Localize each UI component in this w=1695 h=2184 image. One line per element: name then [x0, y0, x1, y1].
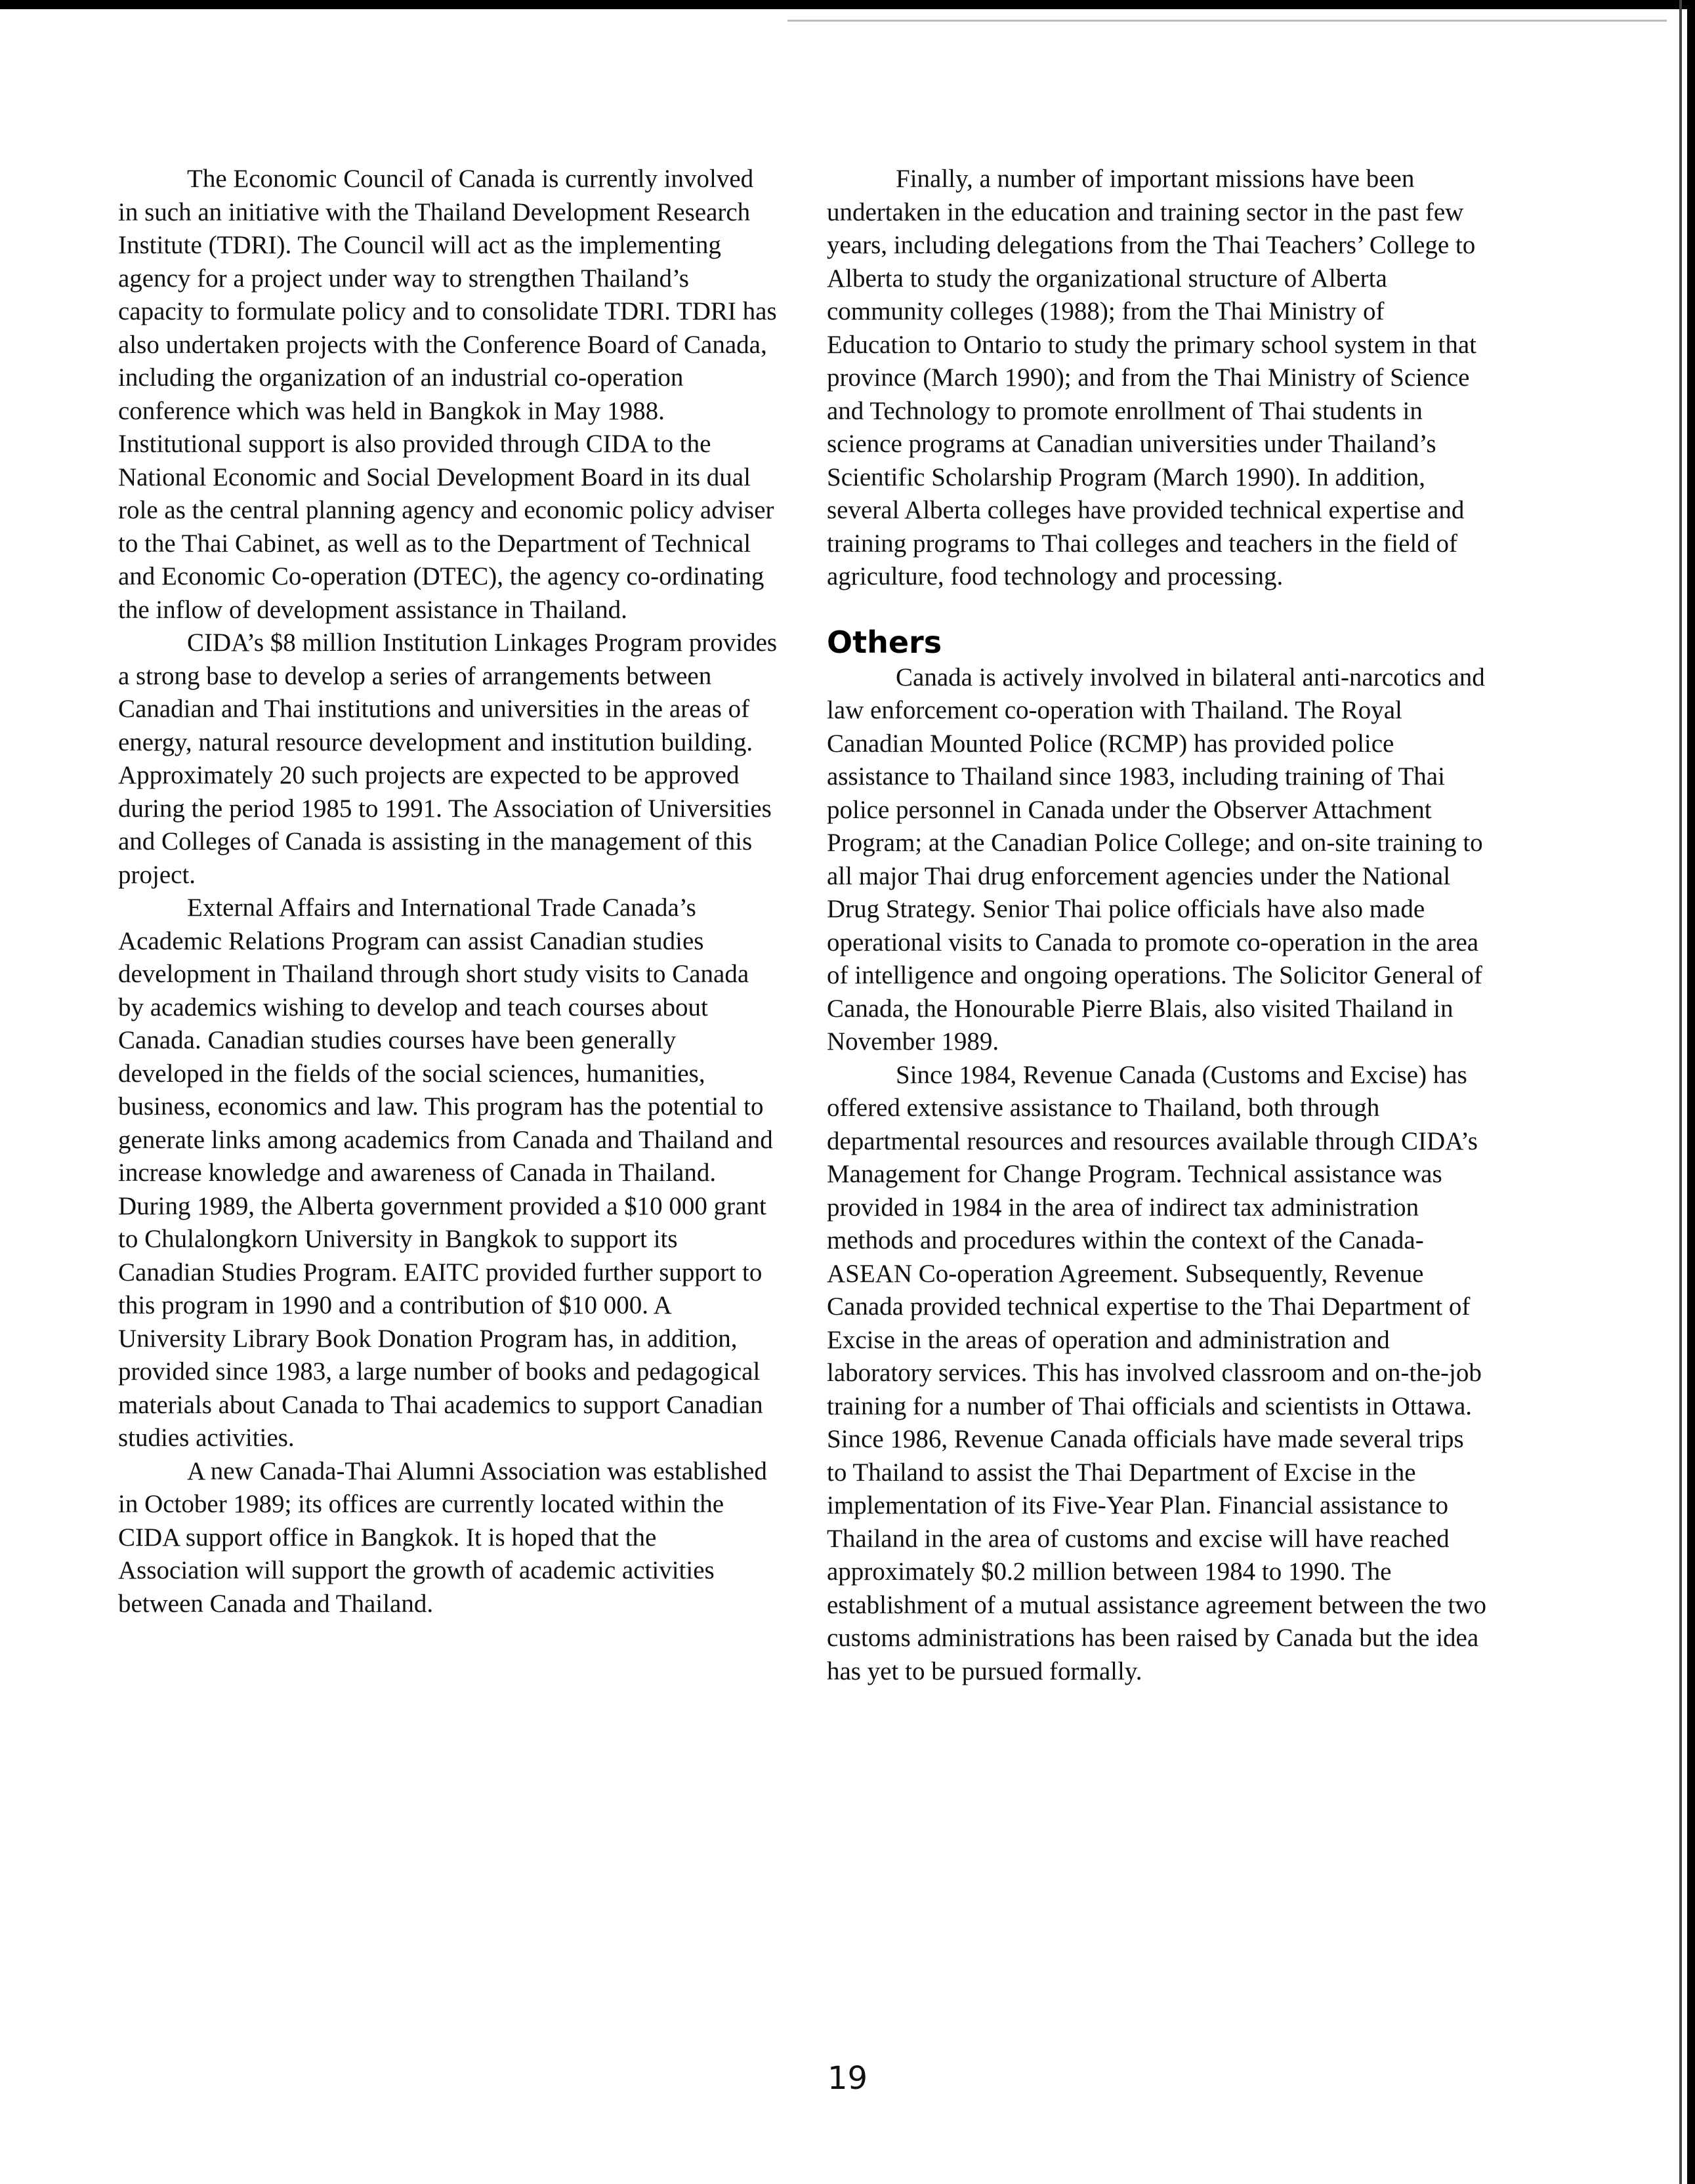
section-heading-others: Others — [827, 624, 942, 660]
paragraph-revenue-canada: Since 1984, Revenue Canada (Customs and Excise) has offered extensive assistance to Thailand, both through departmental resources and resources available through CIDA’s Management for Change Program. Technical assistance was provided in 1984 in the area of indirect tax administration methods and procedures within the context of the Canada-ASEAN Co-operation Agreement. Subsequently, Revenue Canada provided technical expertise to the Thai Department of Excise in the areas of operation and administration and laboratory services. This has involved classroom and on-the-job training for a number of Thai officials and scientists in Ottawa. Since 1986, Revenue Canada officials have made several trips to Thailand to assist the Thai Department of Excise in the implementation of its Five-Year Plan. Financial assistance to Thailand in the area of customs and excise will have reached approximately $0.2 million between 1984 to 1990. The establishment of a mutual assistance agreement between the two customs administrations has been raised by Canada but the idea has yet to be pursued formally. — [827, 1060, 1486, 1685]
right-border-rule — [1687, 0, 1695, 2184]
paragraph-economic-council: The Economic Council of Canada is currently involved in such an initiative with the Thailand Development Research Institute (TDRI). The Council will act as the implementing agency for a project under way to strengthen Thailand’s capacity to formulate policy and to consolidate TDRI. TDRI has also undertaken projects with the Conference Board of Canada, including the organization of an industrial co-operation conference which was held in Bangkok in May 1988. Institutional support is also provided through CIDA to the National Economic and Social Development Board in its dual role as the central planning agency and economic policy adviser to the Thai Cabinet, as well as to the Department of Technical and Economic Co-operation (DTEC), the agency co-ordinating the inflow of development assistance in Thailand. — [118, 165, 777, 624]
paragraph-anti-narcotics: Canada is actively involved in bilateral anti-narcotics and law enforcement co-operation with Thailand. The Royal Canadian Mounted Police (RCMP) has provided police assistance to Thailand since 1983, including training of Thai police personnel in Canada under the Observer Attachment Program; at the Canadian Police College; and on-site training to all major Thai drug enforcement agencies under the National Drug Strategy. Senior Thai police officials have also made operational visits to Canada to promote co-operation in the area of intelligence and ongoing operations. The Solicitor General of Canada, the Honourable Pierre Blais, also visited Thailand in November 1989. — [827, 663, 1485, 1056]
paragraph-institution-linkages: CIDA’s $8 million Institution Linkages Program provides a strong base to develop a series of arrangements between Canadian and Thai institutions and universities in the areas of energy, natural resource development and institution building. Approximately 20 such projects are expected to be approved during the period 1985 to 1991. The Association of Universities and Colleges of Canada is assisting in the management of this project. — [118, 628, 778, 889]
top-border-rule — [0, 0, 1695, 9]
right-inner-rule — [1679, 0, 1682, 2184]
paragraph-academic-relations: External Affairs and International Trade Canada’s Academic Relations Program can assist Canadian studies development in Thailand through short study visits to Canada by academics wishing to develop and teach courses about Canada. Canadian studies courses have been generally developed in the fields of the social sciences, humanities, business, economics and law. This program has the potential to generate links among academics from Canada and Thailand and increase knowledge and awareness of Canada in Thailand. During 1989, the Alberta government provided a $10 000 grant to Chulalongkorn University in Bangkok to support its Canadian Studies Program. EAITC provided further support to this program in 1990 and a contribution of $10 000. A University Library Book Donation Program has, in addition, provided since 1983, a large number of books and pedagogical materials about Canada to Thai academics to support Canadian studies activities. — [118, 894, 773, 1452]
top-thin-rule — [787, 20, 1667, 22]
left-column — [118, 163, 778, 1620]
page-number: 19 — [827, 2060, 868, 2097]
right-column — [827, 163, 1486, 1688]
paragraph-alumni-association: A new Canada-Thai Alumni Association was established in October 1989; its offices are currently located within the CIDA support office in Bangkok. It is hoped that the Association will support the growth of academic activities between Canada and Thailand. — [118, 1456, 767, 1618]
paragraph-missions: Finally, a number of important missions have been undertaken in the education and training sector in the past few years, including delegations from the Thai Teachers’ College to Alberta to study the organizational structure of Alberta community colleges (1988); from the Thai Ministry of Education to Ontario to study the primary school system in that province (March 1990); and from the Thai Ministry of Science and Technology to promote enrollment of Thai students in science programs at Canadian universities under Thailand’s Scientific Scholarship Program (March 1990). In addition, several Alberta colleges have provided technical expertise and training programs to Thai colleges and teachers in the field of agriculture, food technology and processing. — [827, 165, 1477, 590]
